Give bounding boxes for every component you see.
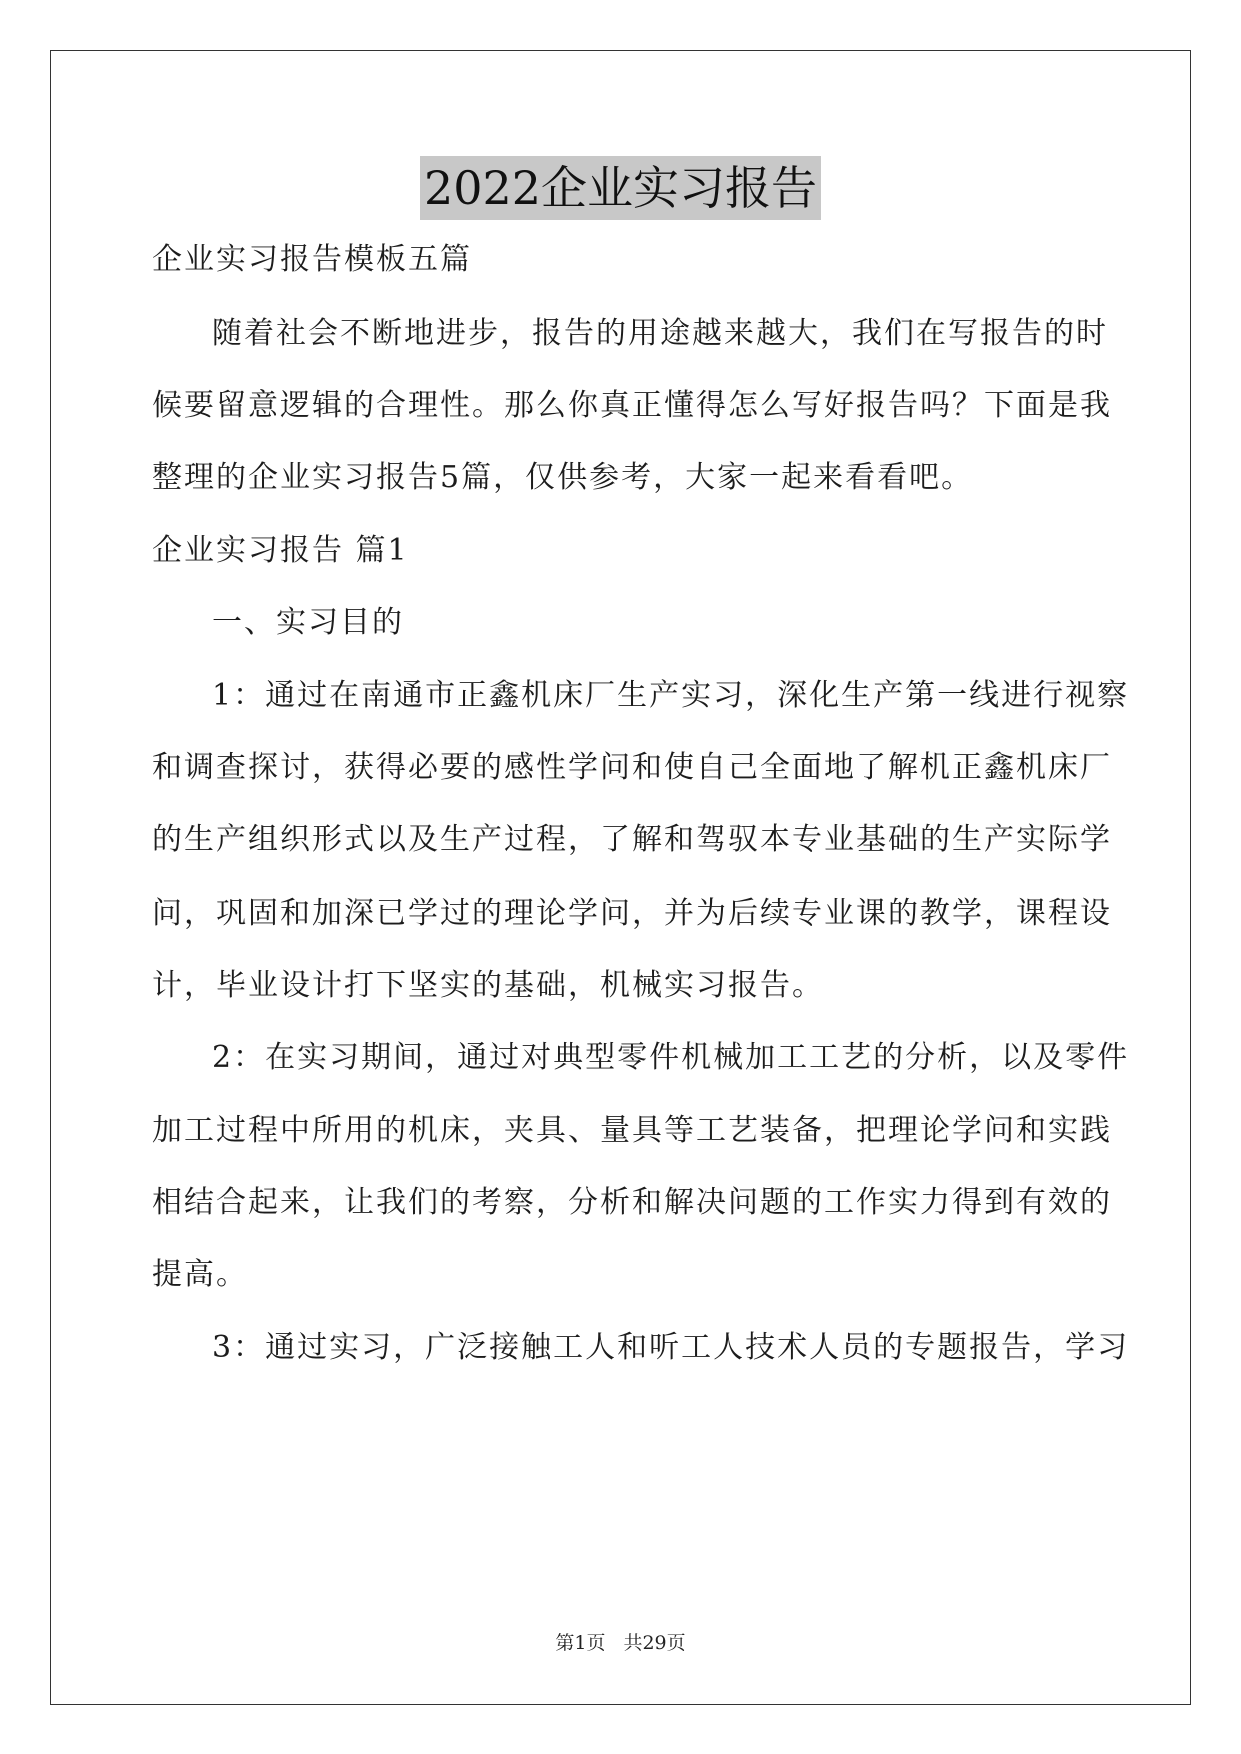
page-border bbox=[50, 50, 1191, 1705]
paragraph-line: 加工过程中所用的机床，夹具、量具等工艺装备，把理论学问和实践 bbox=[152, 1113, 1112, 1148]
paragraph-line: 相结合起来，让我们的考察，分析和解决问题的工作实力得到有效的 bbox=[152, 1185, 1112, 1220]
paragraph-line: 2：在实习期间，通过对典型零件机械加工工艺的分析，以及零件 bbox=[212, 1040, 1130, 1075]
paragraph-line: 问，巩固和加深已学过的理论学问，并为后续专业课的教学，课程设 bbox=[152, 896, 1112, 931]
paragraph-line: 提高。 bbox=[152, 1257, 248, 1292]
paragraph-line: 3：通过实习，广泛接触工人和听工人技术人员的专题报告，学习 bbox=[212, 1330, 1130, 1365]
paragraph-line: 整理的企业实习报告5篇，仅供参考，大家一起来看看吧。 bbox=[152, 460, 974, 495]
paragraph-line: 1：通过在南通市正鑫机床厂生产实习，深化生产第一线进行视察 bbox=[212, 678, 1130, 713]
paragraph-line: 随着社会不断地进步，报告的用途越来越大，我们在写报告的时 bbox=[212, 316, 1108, 351]
subtitle-line: 企业实习报告模板五篇 bbox=[152, 242, 472, 277]
page-number: 第1页 bbox=[555, 1632, 606, 1654]
paragraph-line: 的生产组织形式以及生产过程，了解和驾驭本专业基础的生产实际学 bbox=[152, 822, 1112, 857]
document-title: 2022企业实习报告 bbox=[420, 156, 821, 220]
paragraph-line: 候要留意逻辑的合理性。那么你真正懂得怎么写好报告吗？下面是我 bbox=[152, 388, 1112, 423]
subsection-heading: 一、实习目的 bbox=[212, 605, 404, 640]
page-total: 共29页 bbox=[623, 1632, 686, 1654]
paragraph-line: 和调查探讨，获得必要的感性学问和使自己全面地了解机正鑫机床厂 bbox=[152, 750, 1112, 785]
section-heading: 企业实习报告 篇1 bbox=[152, 533, 409, 568]
title-container bbox=[0, 156, 1241, 220]
page-footer bbox=[0, 1628, 1241, 1655]
paragraph-line: 计，毕业设计打下坚实的基础，机械实习报告。 bbox=[152, 968, 824, 1003]
